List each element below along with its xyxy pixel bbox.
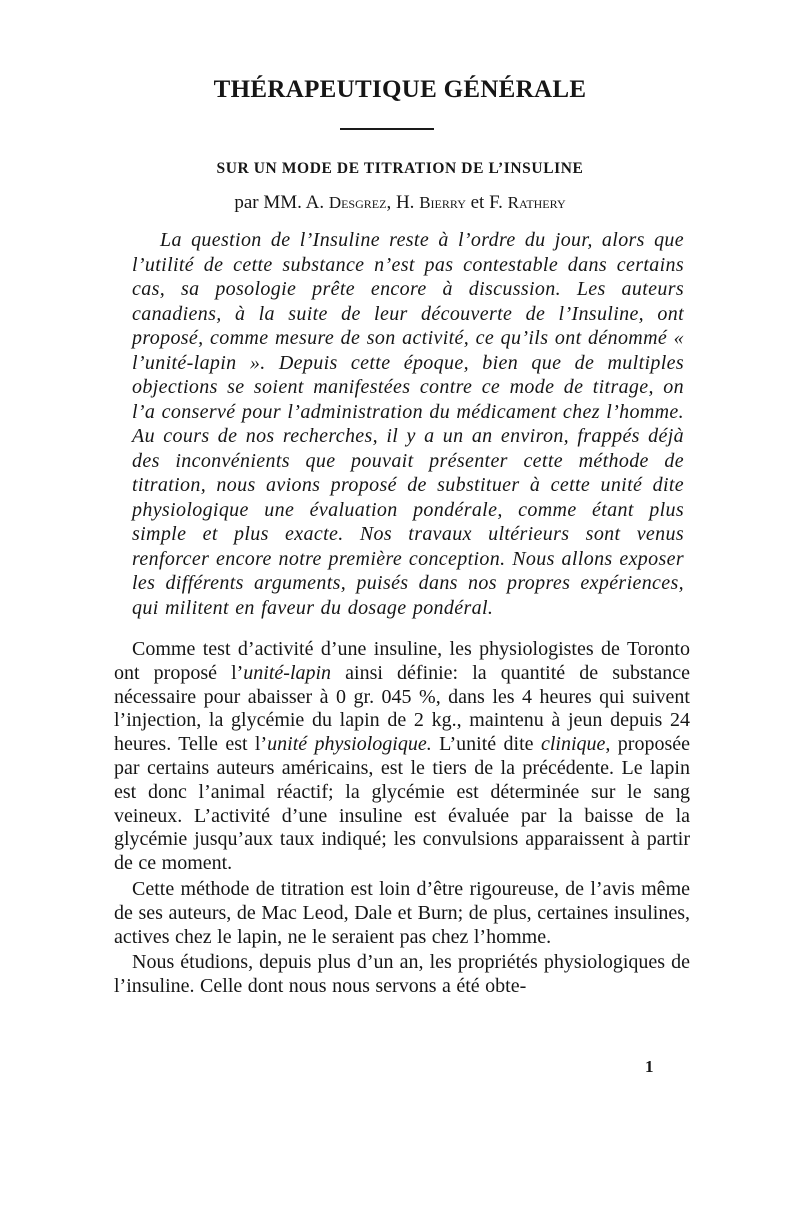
author-rathery: Rathery	[507, 193, 566, 212]
p1-emphasis-unite-lapin: unité-lapin	[243, 661, 332, 684]
page-number: 1	[645, 1057, 654, 1076]
author-desgrez: Desgrez	[328, 193, 387, 212]
byline-prefix: par MM. A.	[234, 192, 329, 213]
author-initial-f: et F.	[465, 192, 508, 213]
body-paragraph-2: Cette méthode de titration est loin d’être rigoureuse, de l’avis même de ses auteurs, de Mac Leod, Dale et Burn; de plus, certaines insulines, actives chez le lapin, ne le seraient pas chez l’homme.	[114, 877, 690, 948]
p1-emphasis-clinique: clinique	[540, 733, 606, 756]
p1-text-c: L’unité dite	[431, 733, 541, 756]
abstract-paragraph: La question de l’Insuline reste à l’ordre du jour, alors que l’utilité de cette substance n’est pas contestable dans certains cas, sa posologie prête encore à discussion. Les auteurs canadiens, à la suite de leur découverte de l’Insuline, ont proposé, comme mesure de son activité, ce qu’ils ont dénommé « l’unité-lapin ». Depuis cette époque, bien que de multiples objections se soient manifestées contre ce mode de titrage, on l’a conservé pour l’administration du médicament chez l’homme. Au cours de nos recherches, il y a un an environ, frappés déjà des inconvénients que pouvait présenter cette méthode de titration, nous avions proposé de substituer à cette unité dite physiologique une évaluation pondérale, comme étant plus simple et plus exacte. Nos travaux ultérieurs sont venus renforcer encore notre première conception. Nous allons exposer les différents arguments, puisés dans nos propres expériences, qui militent en faveur du dosage pondéral.	[132, 229, 684, 619]
p1-text-b: ainsi définie: la quantité de substance nécessaire pour abaisser à 0 gr. 045 %, dans les 4 heures qui suivent l’injection, la glycémie du lapin de 2 kg., maintenu à jeun depuis 24 heures. Telle est l’	[114, 661, 690, 756]
body-paragraph-1	[114, 638, 690, 876]
section-title: THÉRAPEUTIQUE GÉNÉRALE	[213, 76, 587, 103]
byline	[0, 192, 800, 214]
author-initial-h: , H.	[386, 192, 420, 213]
p1-emphasis-unite-physiologique: unité physiologique.	[267, 733, 432, 756]
author-bierry: Bierry	[419, 193, 466, 212]
p1-text-d: , proposée par certains auteurs américains, est le tiers de la précédente. Le lapin est donc l’animal réactif; la glycémie est déterminée sur le sang veineux. L’activité d’une insuline est évaluée par la baisse de la glycémie jusqu’aux taux indiqué; les convulsions apparaissent à partir de ce moment.	[114, 733, 690, 875]
body-paragraph-3: Nous étudions, depuis plus d’un an, les propriétés physiologiques de l’insuline. Celle dont nous nous servons a été obte-	[114, 951, 690, 998]
article-body	[114, 638, 690, 999]
p1-text-a: Comme test d’activité d’une insuline, les physiologistes de Toronto ont proposé l’	[114, 638, 690, 684]
article-title: SUR UN MODE DE TITRATION DE L’INSULINE	[216, 160, 584, 177]
title-divider	[340, 128, 434, 130]
